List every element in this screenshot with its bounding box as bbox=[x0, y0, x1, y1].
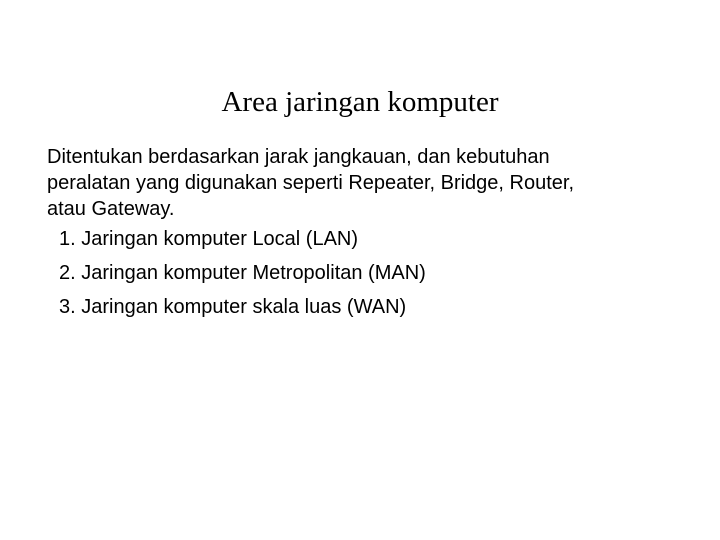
intro-line: atau Gateway. bbox=[47, 198, 175, 220]
list-item-wan: 3. Jaringan komputer skala luas (WAN) bbox=[59, 296, 407, 318]
slide-title: Area jaringan komputer bbox=[221, 86, 499, 118]
list-item-man: 2. Jaringan komputer Metropolitan (MAN) bbox=[59, 262, 426, 284]
slide-body bbox=[47, 144, 707, 324]
intro-line: peralatan yang digunakan seperti Repeater, Bridge, Router, bbox=[47, 172, 575, 194]
network-type-list bbox=[47, 222, 707, 324]
list-item-lan: 1. Jaringan komputer Local (LAN) bbox=[59, 228, 359, 250]
intro-line: Ditentukan berdasarkan jarak jangkauan, dan kebutuhan bbox=[47, 146, 550, 168]
intro-paragraph bbox=[47, 144, 707, 222]
